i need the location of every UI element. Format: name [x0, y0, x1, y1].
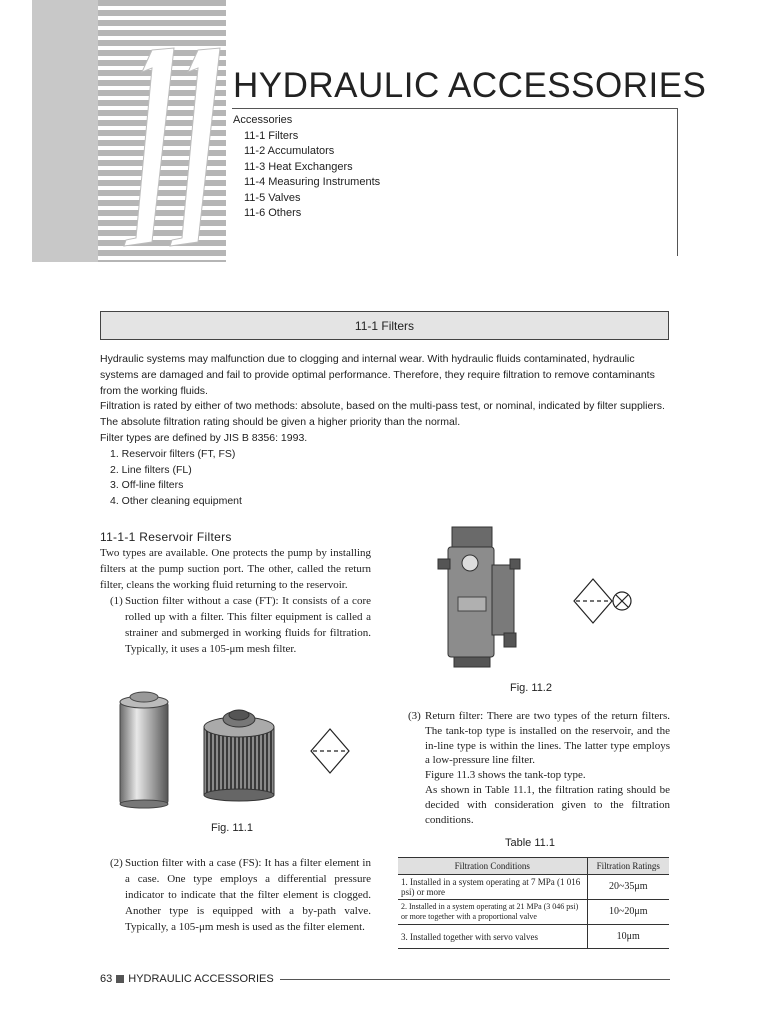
- case-filter-symbol-icon: [572, 577, 634, 625]
- chapter-title: HYDRAULIC ACCESSORIES: [233, 66, 707, 105]
- filter-type-list-item: 2. Line filters (FL): [110, 463, 192, 476]
- case-filter-image: [434, 525, 522, 670]
- table-cell-condition: 3. Installed together with servo valves: [398, 925, 587, 949]
- item-label: (1): [110, 595, 123, 607]
- footer-rule: [280, 979, 670, 980]
- footer-label: HYDRAULIC ACCESSORIES: [128, 973, 274, 985]
- filter-symbol-icon: [309, 727, 351, 775]
- table-cell-rating: 20~35μm: [587, 875, 669, 900]
- subsection-title: 11-1-1 Reservoir Filters: [100, 530, 232, 544]
- return-filter-text: [408, 709, 670, 827]
- toc-item[interactable]: 11-4 Measuring Instruments: [244, 176, 381, 188]
- toc-heading: Accessories: [233, 114, 293, 126]
- filter-type-list-item: 4. Other cleaning equipment: [110, 495, 242, 508]
- table-cell-rating: 10μm: [587, 925, 669, 949]
- filter-type-list-item: 3. Off-line filters: [110, 479, 184, 492]
- item-text: Return filter: There are two types of the return filters. The tank-top type is installed on the reservoir, and the in-line type is within the lines. The latter type employs a low-pressure line filter.: [425, 710, 670, 767]
- page-number: 63: [100, 973, 113, 985]
- page-footer: [100, 973, 670, 985]
- case-filter-text: [110, 855, 371, 935]
- table-row: [398, 875, 669, 900]
- table-header-row: [398, 858, 669, 875]
- table-title: Table 11.1: [505, 837, 555, 849]
- item-text: Figure 11.3 shows the tank-top type.: [425, 769, 586, 782]
- figure-caption: Fig. 11.2: [510, 682, 552, 694]
- header-grey-block: [32, 0, 98, 262]
- figure-caption: Fig. 11.1: [211, 822, 253, 834]
- table-header: Filtration Ratings: [587, 858, 669, 875]
- intro-paragraph: Filter types are defined by JIS B 8356: 1993.: [100, 431, 308, 444]
- reservoir-filters-text: [100, 545, 371, 657]
- section-title-box: [100, 311, 669, 340]
- table-cell-rating: 10~20μm: [587, 900, 669, 925]
- toc-item[interactable]: 11-5 Valves: [244, 191, 301, 204]
- toc-item[interactable]: 11-1 Filters: [244, 129, 299, 142]
- item-label: (2): [110, 857, 123, 869]
- intro-paragraph: Hydraulic systems may malfunction due to clogging and internal wear. With hydraulic fluids contaminated, hydraulic systems are damaged and fail to provide optimal performance. Therefore, they require filtration to remove contaminants from the working fluids.: [100, 353, 655, 397]
- chapter-number-graphic: [112, 42, 222, 252]
- title-rule: [232, 108, 678, 109]
- toc-item[interactable]: 11-6 Others: [244, 207, 302, 219]
- item-text: Suction filter without a case (FT): It consists of a core rolled up with a filter. This filter equipment is called a strainer and submerged in working fluids for filtration. Typically, it uses a 105-μm mesh filter.: [125, 595, 371, 655]
- toc-item[interactable]: 11-3 Heat Exchangers: [244, 160, 353, 173]
- intro-text: [100, 352, 670, 510]
- item-3: [408, 709, 670, 827]
- table-row: [398, 925, 669, 949]
- suction-filter-cylinder-image: [118, 690, 170, 808]
- item-label: (3): [408, 710, 421, 722]
- table-header: Filtration Conditions: [398, 858, 587, 875]
- toc-item[interactable]: 11-2 Accumulators: [244, 145, 335, 157]
- item-text: As shown in Table 11.1, the filtration rating should be decided with consideration given to the filtration conditions.: [425, 783, 670, 826]
- table-of-contents: [233, 113, 380, 222]
- section-title: 11-1 Filters: [354, 318, 415, 333]
- filtration-table: [398, 857, 669, 949]
- intro-paragraph: Filtration is rated by either of two methods: absolute, based on the multi-pass test, or nominal, indicated by filter suppliers. The absolute filtration rating should be given a higher priority than the normal.: [100, 400, 665, 429]
- suction-filter-pleated-image: [202, 705, 276, 801]
- item-1: [110, 593, 371, 657]
- table-cell-condition: 1. Installed in a system operating at 7 MPa (1 016 psi) or more: [398, 875, 587, 900]
- filter-type-list-item: 1. Reservoir filters (FT, FS): [110, 447, 236, 460]
- table-row: [398, 900, 669, 925]
- table-cell-condition: 2. Installed in a system operating at 21 MPa (3 046 psi) or more together with a proportional valve: [398, 900, 587, 925]
- item-text: Suction filter with a case (FS): It has a filter element in a case. One type employs a differential pressure indicator to indicate that the filter element is clogged. Another type is equipped with a by-path valve. Typically, a 105-μm mesh is used as the filter element.: [125, 857, 371, 933]
- item-2: [110, 855, 371, 935]
- subsection-paragraph: Two types are available. One protects the pump by installing filters at the pump suction port. The other, called the return filter, cleans the working fluid returning to the reservoir.: [100, 547, 371, 591]
- square-bullet-icon: [116, 975, 124, 983]
- title-vertical-rule: [677, 108, 678, 256]
